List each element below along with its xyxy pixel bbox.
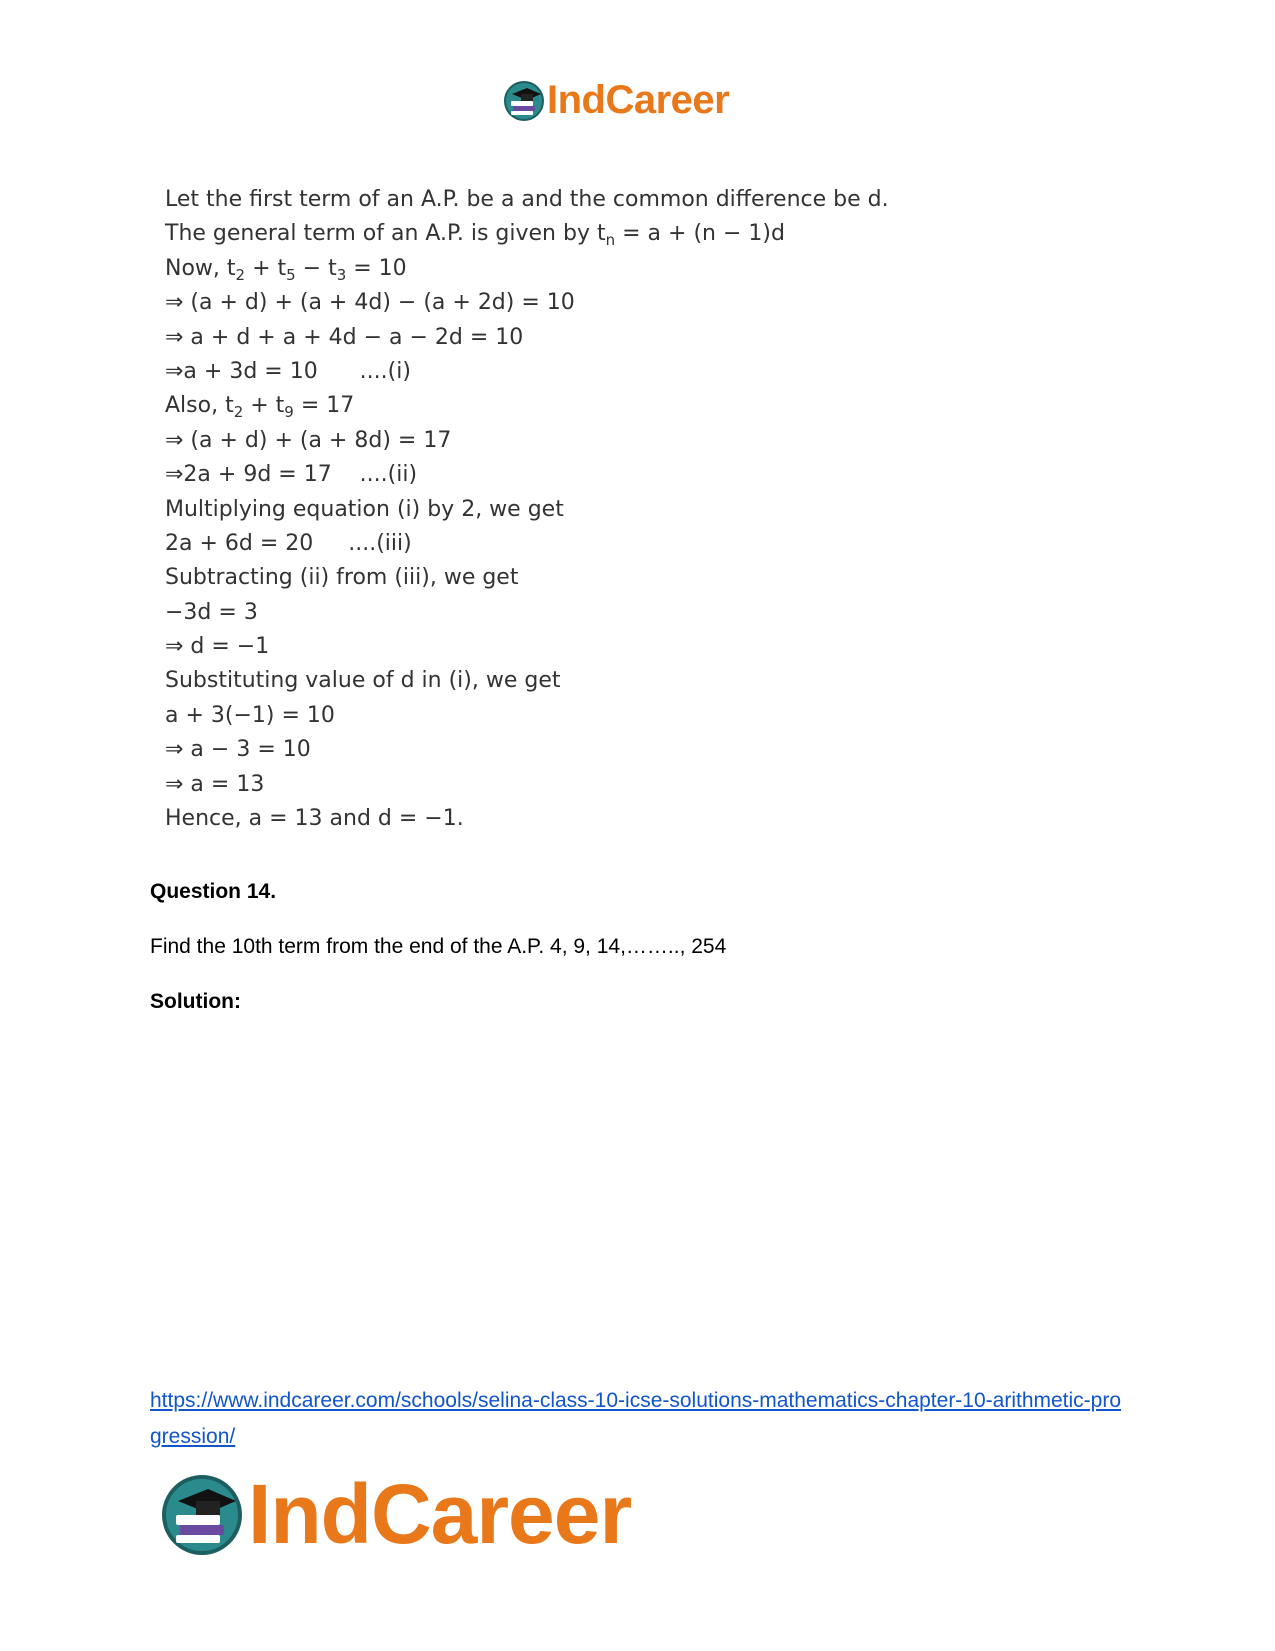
solution-line — [165, 733, 985, 767]
math-text: = a + (n − 1)d — [615, 221, 785, 247]
solution-line — [165, 217, 985, 251]
solution-line — [165, 252, 985, 286]
math-text: Subtracting (ii) from (iii), we get — [165, 565, 519, 591]
subscript: n — [605, 231, 616, 250]
solution-line — [165, 183, 985, 217]
solution-heading: Solution: — [150, 990, 241, 1013]
math-text: The general term of an A.P. is given by t — [165, 221, 606, 247]
solution-line — [165, 424, 985, 458]
math-text: = 17 — [293, 393, 355, 419]
solution-line — [165, 699, 985, 733]
question-text: Find the 10th term from the end of the A.P. 4, 9, 14,…….., 254 — [150, 935, 727, 958]
math-text: Multiplying equation (i) by 2, we get — [165, 496, 564, 522]
math-text: −3d = 3 — [165, 599, 258, 625]
solution-line — [165, 389, 985, 423]
solution-line — [165, 664, 985, 698]
math-text: ⇒ (a + d) + (a + 8d) = 17 — [165, 427, 452, 453]
math-text: − t — [295, 255, 337, 281]
math-text: Now, t — [165, 255, 236, 281]
solution-line — [165, 286, 985, 320]
solution-line — [165, 802, 985, 836]
math-text: Let the first term of an A.P. be a and the common difference be d. — [165, 187, 889, 212]
solution-line — [165, 355, 985, 389]
math-text: ⇒ a = 13 — [165, 771, 265, 797]
logo-text: IndCareer — [547, 78, 730, 122]
question-heading: Question 14. — [150, 880, 277, 903]
solution-line — [165, 768, 985, 802]
subscript: 2 — [233, 403, 244, 422]
solution-line — [165, 321, 985, 355]
math-text: + t — [245, 255, 287, 281]
solution-line — [165, 561, 985, 595]
math-text: ⇒ (a + d) + (a + 4d) − (a + 2d) = 10 — [165, 290, 575, 316]
solution-line — [165, 596, 985, 630]
math-text: Also, t — [165, 393, 234, 419]
math-text: ⇒ d = −1 — [165, 634, 270, 660]
subscript: 9 — [284, 403, 294, 422]
source-link[interactable]: https://www.indcareer.com/schools/selina-class-10-icse-solutions-mathematics-chapter-10-arithmetic-progression/ — [150, 1389, 1122, 1448]
math-text: ⇒a + 3d = 10 ....(i) — [165, 358, 411, 384]
math-text: 2a + 6d = 20 ....(iii) — [165, 530, 412, 556]
math-text: ⇒2a + 9d = 17 ....(ii) — [165, 462, 418, 488]
graduation-book-logo-icon — [160, 1473, 244, 1557]
subscript: 3 — [336, 265, 347, 284]
logo-text: IndCareer — [248, 1467, 632, 1561]
subscript: 2 — [235, 265, 246, 284]
math-text: ⇒ a − 3 = 10 — [165, 737, 311, 763]
solution-line — [165, 458, 985, 492]
math-text: Hence, a = 13 and d = −1. — [165, 806, 464, 832]
math-text: = 10 — [346, 255, 407, 281]
solution-line — [165, 527, 985, 561]
header-logo — [503, 78, 729, 123]
math-text: + t — [243, 393, 285, 419]
solution-line — [165, 630, 985, 664]
solution-image — [165, 183, 985, 836]
subscript: 5 — [286, 265, 296, 284]
footer-logo — [160, 1466, 631, 1563]
math-text: a + 3(−1) = 10 — [165, 702, 335, 728]
math-text: ⇒ a + d + a + 4d − a − 2d = 10 — [165, 324, 524, 350]
solution-line — [165, 493, 985, 527]
math-text: Substituting value of d in (i), we get — [165, 668, 561, 694]
graduation-book-logo-icon — [503, 80, 545, 122]
